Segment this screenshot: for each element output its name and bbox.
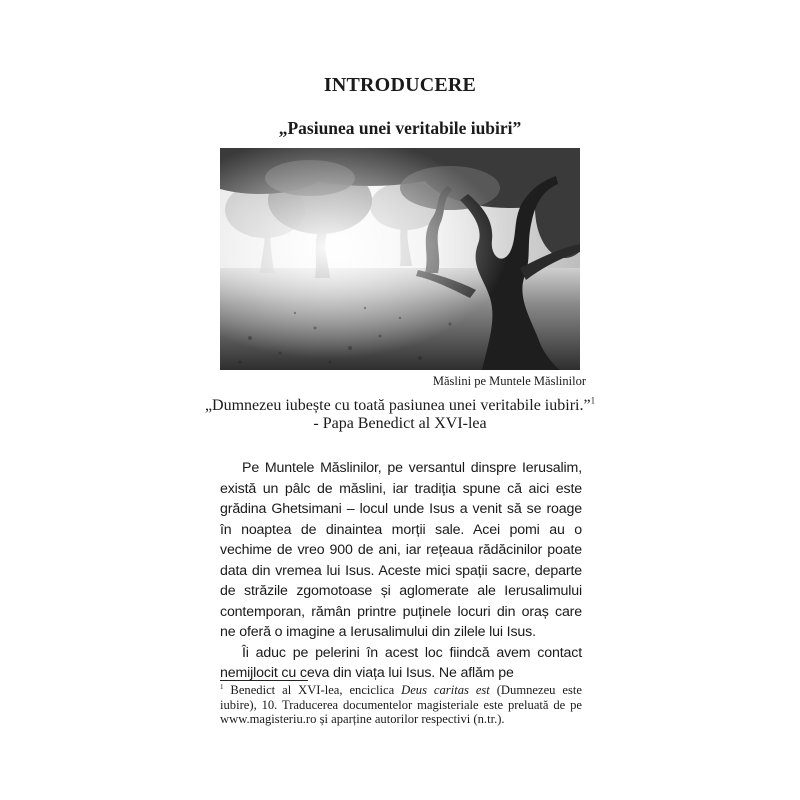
epigraph-attribution: - Papa Benedict al XVI-lea [313, 415, 487, 432]
epigraph-quote-text: „Dumnezeu iubește cu toată pasiunea unei veritabile iubiri.” [204, 397, 591, 414]
page-title: INTRODUCERE [323, 74, 477, 96]
body-paragraph: Pe Muntele Măslinilor, pe versantul dinspre Ierusalim, există un pâlc de măslini, iar tradiția spune că aici este grădina Ghetsimani – locul unde Isus a venit să se roage în noaptea de dinaintea morții sale. Acei pomi au o vechime de vreo 900 de ani, iar rețeaua rădăcinilor poate data din vremea lui Isus. Aceste mici spații sacre, departe de străzile zgomotoase și aglomerate ale Ierusalimului contemporan, rămân printre puținele locuri din oraș care ne oferă o imagine a Ierusalimului din zilele lui Isus. [220, 460, 582, 640]
olive-grove-image [220, 148, 580, 370]
epigraph [0, 397, 800, 433]
photo-caption: Măslini pe Muntele Măslinilor [432, 374, 586, 388]
epigraph-note-mark: 1 [590, 395, 596, 406]
footnote-encyclical-title: Deus caritas est [401, 683, 490, 697]
footnote-rule [220, 680, 308, 681]
footnote-text-end: (Dumnezeu este iubire), 10. Traducerea documentelor magisteriale este preluată de pe www.magisteriu.ro și aparține autorilor respectivi (n.tr.). [220, 683, 582, 727]
olive-grove-photo [220, 148, 580, 370]
footnote-text-start: Benedict al XVI-lea, enciclica [223, 683, 402, 697]
page-subtitle: „Pasiunea unei veritabile iubiri” [278, 118, 522, 138]
footnote [220, 683, 582, 727]
body-text [220, 458, 582, 684]
body-paragraph: Îi aduc pe pelerini în acest loc fiindcă avem contact nemijlocit cu ceva din viața lui Isus. Ne aflăm pe [220, 644, 582, 681]
footnote-mark: 1 [220, 682, 224, 691]
epigraph-quote [0, 397, 800, 415]
